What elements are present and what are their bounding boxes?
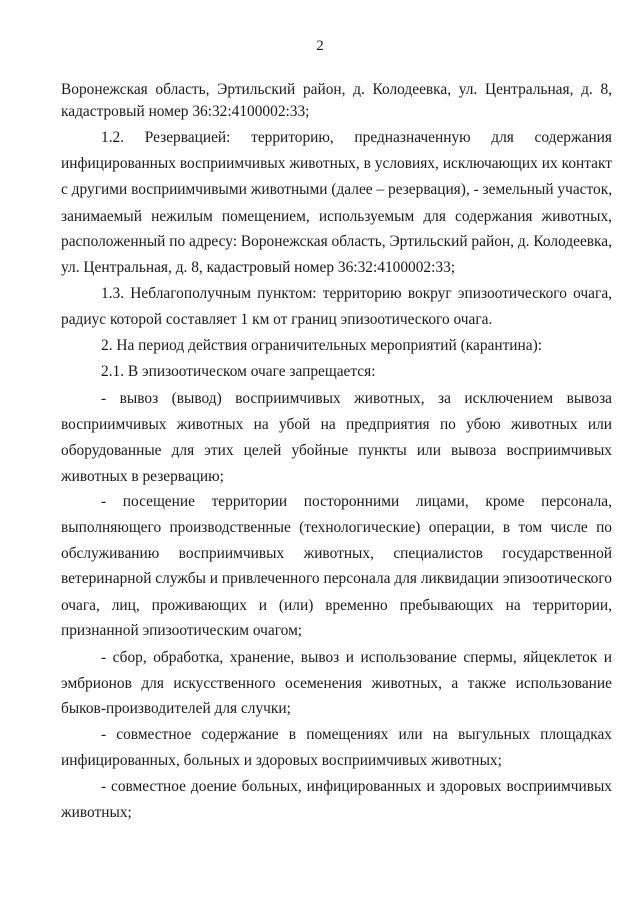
- text-line: выполняющего производственные (технологические) операции, в том числе по: [61, 519, 612, 536]
- text-line: животных;: [61, 804, 132, 821]
- text-line: быков-производителей для случки;: [61, 700, 291, 717]
- text-line: восприимчивых животных на убой на предприятия по убою животных или: [61, 416, 612, 433]
- text-line: - вывоз (вывод) восприимчивых животных, за исключением вывоза: [101, 390, 612, 407]
- text-line: Воронежская область, Эртильский район, д. Колодеевка, ул. Центральная, д. 8,: [61, 81, 612, 98]
- text-line: кадастровый номер 36:32:4100002:33;: [61, 103, 310, 120]
- text-line: - совместное доение больных, инфицированных и здоровых восприимчивых: [101, 778, 612, 795]
- text-line: с другими восприимчивыми животными (далее – резервация), - земельный участок,: [61, 181, 612, 198]
- text-line: ул. Центральная, д. 8, кадастровый номер 36:32:4100002:33;: [61, 259, 456, 276]
- text-line: обслуживанию восприимчивых животных, специалистов государственной: [61, 545, 612, 562]
- text-line: очага, лиц, проживающих и (или) временно пребывающих на территории,: [61, 597, 612, 614]
- text-line: - посещение территории посторонними лицами, кроме персонала,: [101, 493, 612, 510]
- text-line: расположенный по адресу: Воронежская область, Эртильский район, д. Колодеевка,: [61, 233, 612, 250]
- text-line: признанной эпизоотическим очагом;: [61, 622, 303, 639]
- text-line: радиус которой составляет 1 км от границ эпизоотического очага.: [61, 311, 493, 328]
- text-line: 2.1. В эпизоотическом очаге запрещается:: [101, 363, 376, 380]
- text-line: животных в резервацию;: [61, 468, 224, 485]
- text-line: инфицированных восприимчивых животных, в условиях, исключающих их контакт: [61, 155, 612, 172]
- text-line: ветеринарной службы и привлеченного персонала для ликвидации эпизоотического: [61, 570, 612, 587]
- text-line: - сбор, обработка, хранение, вывоз и использование спермы, яйцеклеток и: [101, 649, 612, 666]
- text-line: эмбрионов для искусственного осеменения животных, а также использование: [61, 675, 612, 692]
- text-line: занимаемый нежилым помещением, используемым для содержания животных,: [61, 208, 612, 225]
- text-line: 2. На период действия ограничительных мероприятий (карантина):: [101, 337, 543, 354]
- text-line: 1.2. Резервацией: территорию, предназначенную для содержания: [101, 129, 612, 146]
- text-line: 1.3. Неблагополучным пунктом: территорию вокруг эпизоотического очага,: [101, 285, 612, 302]
- text-line: оборудованные для этих целей убойные пункты или вывоза восприимчивых: [61, 442, 612, 459]
- page-number: 2: [316, 38, 324, 54]
- text-line: инфицированных, больных и здоровых восприимчивых животных;: [61, 752, 502, 769]
- text-line: - совместное содержание в помещениях или на выгульных площадках: [101, 726, 612, 743]
